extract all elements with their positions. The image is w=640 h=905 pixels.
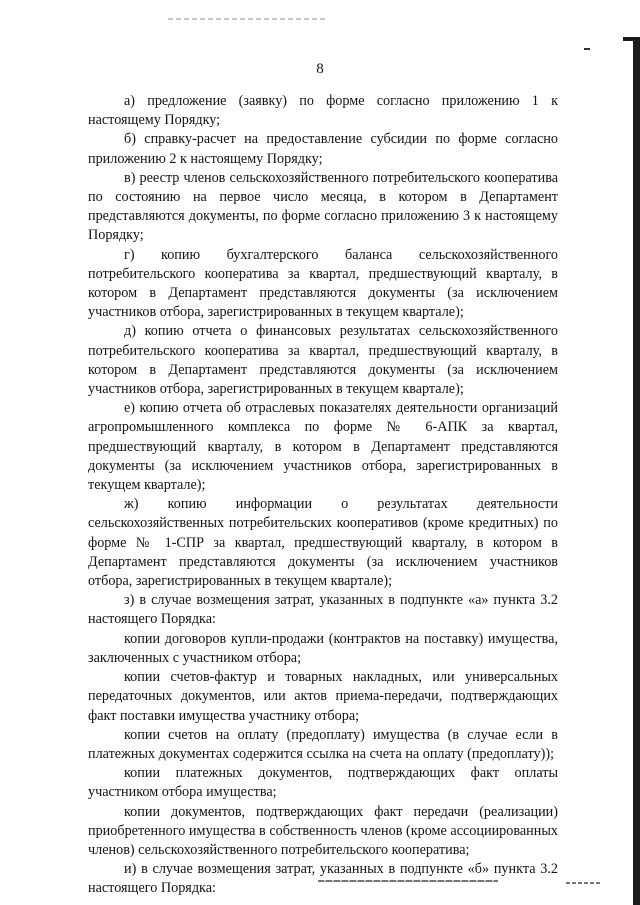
paragraph-v: в) реестр членов сельскохозяйственного потребительского кооператива по состоянию на первое число месяца, в котором в Департамент представляются документы, по форме согласно приложению 3 к настоящему Порядку; <box>88 169 558 244</box>
paragraph-b: б) справку-расчет на предоставление субсидии по форме согласно приложению 2 к настоящему Порядку; <box>88 131 558 167</box>
scan-dot-mark <box>584 48 590 50</box>
scan-artifact-bottom <box>318 880 498 882</box>
paragraph-z-invoices: копии счетов-фактур и товарных накладных, или универсальных передаточных документов, или актов приема-передачи, подтверждающих факт поставки имущества участнику отбора; <box>88 669 558 724</box>
paragraph-z-transfer-docs: копии документов, подтверждающих факт передачи (реализации) приобретенного имущества в собственность членов (кроме ассоциированных членов) сельскохозяйственного потребительского кооператива; <box>88 803 558 858</box>
paragraph-z-payment-docs: копии платежных документов, подтверждающих факт оплаты участником отбора имущества; <box>88 765 558 801</box>
paragraph-z-payment-bills: копии счетов на оплату (предоплату) имущества (в случае если в платежных документах содержится ссылка на счета на оплату (предоплату)); <box>88 726 558 762</box>
document-body <box>88 92 558 899</box>
paragraph-z: з) в случае возмещения затрат, указанных в подпункте «а» пункта 3.2 настоящего Порядка: <box>88 592 558 628</box>
scan-edge-notch <box>623 37 633 41</box>
paragraph-d: д) копию отчета о финансовых результатах сельскохозяйственного потребительского кооператива за квартал, предшествующий кварталу, в котором в Департамент представляются документы (за исключением участников отбора, зарегистрированных в текущем квартале); <box>88 323 558 398</box>
paragraph-a: а) предложение (заявку) по форме согласно приложению 1 к настоящему Порядку; <box>88 93 558 129</box>
paragraph-z-contracts: копии договоров купли-продажи (контрактов на поставку) имущества, заключенных с участником отбора; <box>88 630 558 666</box>
paragraph-i: и) в случае возмещения затрат, указанных в подпункте «б» пункта 3.2 настоящего Порядка: <box>88 861 558 897</box>
paragraph-zh: ж) копию информации о результатах деятельности сельскохозяйственных потребительских кооперативов (кроме кредитных) по форме № 1-СПР за квартал, предшествующий кварталу, в котором в Департамент представляются документы (за исключением участников отбора, зарегистрированных в текущем квартале); <box>88 496 558 590</box>
scan-edge-shadow <box>633 37 640 905</box>
paragraph-g: г) копию бухгалтерского баланса сельскохозяйственного потребительского кооператива за квартал, предшествующий кварталу, в котором в Департамент представляются документы (за исключением участников отбора, зарегистрированных в текущем квартале); <box>88 246 558 321</box>
scan-artifact-top <box>168 18 328 20</box>
scan-artifact-bottom-right <box>566 882 602 884</box>
paragraph-e: е) копию отчета об отраслевых показателях деятельности организаций агропромышленного комплекса по форме № 6-АПК за квартал, предшествующий кварталу, в котором в Департамент представляются документы (за исключением участников отбора, зарегистрированных в текущем квартале); <box>88 400 558 494</box>
page-number: 8 <box>316 61 324 77</box>
